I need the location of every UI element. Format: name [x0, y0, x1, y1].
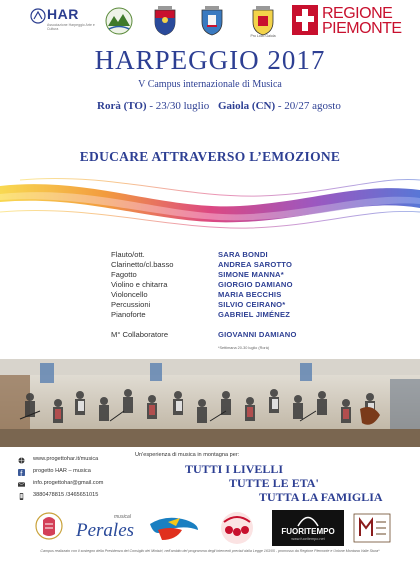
- location-dates: - 23/30 luglio: [146, 100, 210, 112]
- har-logo-subtext: Associazione Harpeggio Arte e Cultura: [47, 23, 95, 31]
- contact-text: 3880478815 /3465651015: [33, 492, 99, 498]
- brush-stroke-logo-icon: [146, 510, 202, 546]
- contact-text: progetto HAR – musica: [33, 468, 91, 474]
- footnote: *Settimana 20-30 luglio (Rorà): [218, 346, 270, 350]
- subtitle: V Campus internazionale di Musica: [138, 79, 282, 90]
- teacher-name: GABRIEL JIMÉNEZ: [218, 310, 291, 319]
- collaborator-name: GIOVANNI DAMIANO: [218, 330, 297, 339]
- fuoritempo-url: www.fuoritempo.net: [291, 537, 325, 541]
- regione-line-1: REGIONE: [322, 5, 393, 22]
- har-mark-icon: [30, 8, 46, 24]
- collaborator-role: M° Collaboratore: [111, 330, 169, 339]
- ensemble-logo-icon: [34, 510, 64, 546]
- regione-line-2: PIEMONTE: [322, 20, 402, 37]
- fuoritempo-logo: [272, 510, 344, 546]
- perales-text: Perales: [76, 520, 135, 541]
- valle-stura-logo: [105, 6, 133, 36]
- teacher-name: MARIA BECCHIS: [218, 290, 282, 299]
- instrument-label: Fagotto: [111, 270, 137, 279]
- instrument-label: Pianoforte: [111, 310, 146, 319]
- orchestra-photo: [0, 359, 420, 447]
- motto-heading: EDUCARE ATTRAVERSO L’EMOZIONE: [79, 149, 341, 164]
- instrument-label: Clarinetto/cl.basso: [111, 260, 174, 269]
- vocal-group-logo-icon: [212, 510, 262, 546]
- perales-logo: [74, 510, 138, 546]
- globe-icon: [18, 457, 25, 464]
- rainbow-ribbon: [0, 168, 420, 238]
- tagline-intro: Un'esperienza di musica in montagna per:: [135, 452, 240, 458]
- pro-loco-caption: Pro Loco Gaiola: [250, 34, 276, 38]
- location-place: Rorà (TO): [97, 100, 147, 112]
- mail-icon: [18, 481, 25, 488]
- tagline-family: TUTTA LA FAMIGLIA: [259, 490, 383, 504]
- har-logo: [30, 6, 95, 40]
- museum-logo-icon: [352, 510, 392, 546]
- instrument-label: Percussioni: [111, 300, 151, 309]
- phone-icon: [18, 493, 25, 500]
- perales-small-text: musical: [114, 514, 131, 520]
- arc-icon: [296, 513, 320, 527]
- gaiola-crest-icon: [199, 6, 225, 36]
- location-rora: [97, 100, 209, 112]
- footer-credits: Campus realizzato con il sostegno della Presidenza del Consiglio dei Ministri, nell'ambito del programma degli interventi previsti dalla Legge 163/05 - promosso da Regione Piemonte e Unione Montana Valle Stura*: [40, 549, 380, 553]
- teacher-name: SARA BONDI: [218, 250, 268, 259]
- rora-crest-icon: [152, 6, 178, 36]
- teacher-name: GIORGIO DAMIANO: [218, 280, 293, 289]
- pro-loco-crest-icon: [250, 6, 276, 36]
- contact-text: www.progettohar.it/musica: [33, 456, 99, 462]
- piemonte-flag-icon: [292, 5, 318, 35]
- location-dates: - 20/27 agosto: [275, 100, 341, 112]
- instrument-label: Violoncello: [111, 290, 148, 299]
- instrument-label: Flauto/ott.: [111, 250, 145, 259]
- har-logo-text: HAR: [47, 6, 79, 22]
- contact-text: info.progettohar@gmail.com: [33, 480, 104, 486]
- regione-piemonte-logo: [292, 5, 412, 37]
- instrument-label: Violino e chitarra: [111, 280, 168, 289]
- location-gaiola: [218, 100, 341, 112]
- facebook-icon: [18, 469, 25, 476]
- teacher-name: SILVIO CEIRANO*: [218, 300, 286, 309]
- location-place: Gaiola (CN): [218, 100, 276, 112]
- tagline-levels: TUTTI I LIVELLI: [185, 462, 284, 476]
- tagline-ages: TUTTE LE ETA': [229, 476, 319, 490]
- teacher-name: SIMONE MANNA*: [218, 270, 284, 279]
- page-title: HARPEGGIO 2017: [94, 45, 326, 75]
- teacher-name: ANDREA SAROTTO: [218, 260, 293, 269]
- fuoritempo-text: FUORITEMPO: [281, 527, 335, 536]
